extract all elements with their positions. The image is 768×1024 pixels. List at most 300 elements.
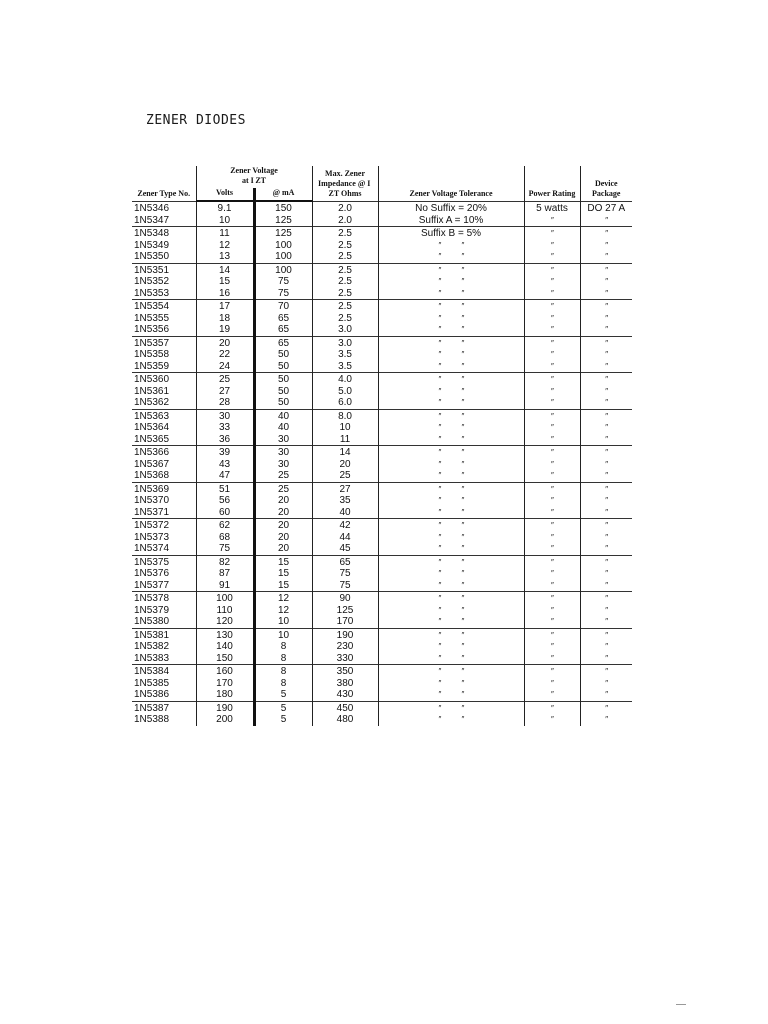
cell-device-package: ″ <box>580 519 632 532</box>
cell-tolerance: ″ ″ <box>378 678 524 690</box>
cell-impedance: 35 <box>312 495 378 507</box>
table-row <box>132 349 632 361</box>
table-row <box>132 482 632 495</box>
cell-impedance: 2.5 <box>312 251 378 263</box>
header-zener-voltage <box>196 166 312 188</box>
cell-power-rating: ″ <box>524 324 580 336</box>
cell-ma: 8 <box>280 677 287 689</box>
cell-type-no: 1N5371 <box>134 506 170 518</box>
cell-ma: 8 <box>280 652 287 664</box>
cell-volts: 36 <box>196 434 254 446</box>
cell-device-package: DO 27 A <box>580 201 632 215</box>
cell-impedance: 11 <box>312 434 378 446</box>
cell-impedance: 2.5 <box>312 263 378 276</box>
cell-ma: 65 <box>277 324 290 335</box>
cell-tolerance: ″ ″ <box>378 349 524 361</box>
cell-tolerance: ″ ″ <box>378 665 524 678</box>
cell-ma: 125 <box>275 214 292 226</box>
header-tolerance: Zener Voltage Tolerance <box>378 166 524 201</box>
cell-power-rating: ″ <box>524 386 580 398</box>
table-row <box>132 459 632 471</box>
cell-ma: 8 <box>280 641 287 652</box>
cell-type-no: 1N5377 <box>134 579 170 591</box>
cell-ma: 30 <box>254 446 312 459</box>
cell-type-no: 1N5350 <box>134 251 170 262</box>
cell-ma: 50 <box>277 385 290 397</box>
cell-ma: 8 <box>254 665 312 678</box>
cell-power-rating: ″ <box>524 605 580 617</box>
cell-impedance: 65 <box>312 555 378 568</box>
cell-device-package: ″ <box>580 714 632 726</box>
cell-device-package: ″ <box>580 434 632 446</box>
cell-impedance: 27 <box>312 482 378 495</box>
cell-tolerance: ″ ″ <box>378 251 524 263</box>
cell-impedance: 5.0 <box>312 386 378 398</box>
cell-device-package: ″ <box>580 689 632 701</box>
cell-tolerance: ″ ″ <box>378 714 524 726</box>
table-row <box>132 714 632 726</box>
cell-device-package: ″ <box>580 215 632 227</box>
cell-power-rating: ″ <box>524 276 580 288</box>
cell-device-package: ″ <box>580 300 632 313</box>
cell-tolerance: ″ ″ <box>378 689 524 701</box>
cell-impedance: 450 <box>312 701 378 714</box>
cell-type-no: 1N5358 <box>134 349 170 360</box>
cell-impedance: 330 <box>312 653 378 665</box>
cell-volts: 24 <box>196 361 254 373</box>
cell-tolerance: ″ ″ <box>378 397 524 409</box>
cell-ma: 50 <box>277 397 290 408</box>
table-row <box>132 386 632 398</box>
cell-power-rating: ″ <box>524 446 580 459</box>
cell-type-no: 1N5348 <box>132 227 196 240</box>
cell-tolerance: ″ ″ <box>378 276 524 288</box>
cell-impedance: 45 <box>312 543 378 555</box>
table-row <box>132 201 632 215</box>
cell-volts: 27 <box>196 386 254 398</box>
cell-tolerance: ″ ″ <box>378 373 524 386</box>
cell-type-no: 1N5376 <box>134 568 170 579</box>
table-row <box>132 580 632 592</box>
cell-type-no: 1N5379 <box>134 604 170 616</box>
cell-ma: 50 <box>254 373 312 386</box>
cell-device-package: ″ <box>580 482 632 495</box>
cell-tolerance: ″ ″ <box>378 288 524 300</box>
cell-type-no: 1N5366 <box>132 446 196 459</box>
cell-type-no: 1N5383 <box>134 652 170 664</box>
cell-ma: 10 <box>277 616 290 627</box>
cell-tolerance: ″ ″ <box>378 482 524 495</box>
cell-ma: 100 <box>275 251 292 262</box>
cell-volts: 20 <box>196 336 254 349</box>
cell-type-no: 1N5357 <box>132 336 196 349</box>
table-row <box>132 215 632 227</box>
cell-tolerance: ″ ″ <box>378 592 524 605</box>
cell-power-rating: ″ <box>524 459 580 471</box>
cell-power-rating: ″ <box>524 300 580 313</box>
cell-type-no: 1N5382 <box>134 641 170 652</box>
cell-impedance: 25 <box>312 470 378 482</box>
cell-power-rating: ″ <box>524 689 580 701</box>
header-ma: @ mA <box>254 188 312 201</box>
cell-type-no: 1N5386 <box>134 689 170 700</box>
cell-power-rating: ″ <box>524 532 580 544</box>
cell-device-package: ″ <box>580 678 632 690</box>
table-row <box>132 373 632 386</box>
cell-impedance: 2.5 <box>312 227 378 240</box>
cell-ma: 70 <box>254 300 312 313</box>
cell-type-no: 1N5346 <box>132 201 196 215</box>
cell-power-rating: ″ <box>524 555 580 568</box>
cell-ma: 12 <box>254 592 312 605</box>
cell-ma: 15 <box>277 568 290 579</box>
cell-ma: 20 <box>277 506 290 518</box>
table-row <box>132 313 632 325</box>
cell-tolerance: ″ ″ <box>378 263 524 276</box>
cell-power-rating: ″ <box>524 240 580 252</box>
cell-device-package: ″ <box>580 665 632 678</box>
cell-device-package: ″ <box>580 240 632 252</box>
cell-impedance: 20 <box>312 459 378 471</box>
cell-impedance: 190 <box>312 628 378 641</box>
cell-volts: 9.1 <box>196 201 254 215</box>
table-row <box>132 555 632 568</box>
cell-impedance: 2.0 <box>312 201 378 215</box>
cell-volts: 15 <box>196 276 254 288</box>
cell-device-package: ″ <box>580 373 632 386</box>
table-header <box>132 166 632 201</box>
header-zener-voltage-title: Zener Voltage <box>230 166 278 175</box>
cell-impedance: 75 <box>312 568 378 580</box>
cell-device-package: ″ <box>580 446 632 459</box>
cell-type-no: 1N5370 <box>134 495 170 506</box>
cell-device-package: ″ <box>580 543 632 555</box>
cell-impedance: 3.5 <box>312 349 378 361</box>
cell-type-no: 1N5385 <box>134 677 170 689</box>
cell-volts: 110 <box>196 605 254 617</box>
cell-device-package: ″ <box>580 227 632 240</box>
cell-power-rating: ″ <box>524 678 580 690</box>
cell-power-rating: 5 watts <box>524 201 580 215</box>
cell-power-rating: ″ <box>524 580 580 592</box>
cell-device-package: ″ <box>580 397 632 409</box>
cell-volts: 87 <box>196 568 254 580</box>
cell-ma: 20 <box>254 519 312 532</box>
cell-type-no: 1N5388 <box>134 714 170 725</box>
cell-tolerance: ″ ″ <box>378 240 524 252</box>
cell-impedance: 230 <box>312 641 378 653</box>
cell-impedance: 14 <box>312 446 378 459</box>
cell-volts: 12 <box>196 240 254 252</box>
cell-tolerance: ″ ″ <box>378 628 524 641</box>
table-row <box>132 263 632 276</box>
cell-type-no: 1N5354 <box>132 300 196 313</box>
cell-device-package: ″ <box>580 470 632 482</box>
table-row <box>132 288 632 300</box>
cell-tolerance: ″ ″ <box>378 616 524 628</box>
cell-impedance: 90 <box>312 592 378 605</box>
cell-tolerance: ″ ″ <box>378 519 524 532</box>
table-body <box>132 201 632 726</box>
cell-power-rating: ″ <box>524 434 580 446</box>
cell-volts: 56 <box>196 495 254 507</box>
header-volts: Volts <box>196 188 254 201</box>
cell-power-rating: ″ <box>524 313 580 325</box>
cell-volts: 22 <box>196 349 254 361</box>
cell-tolerance: ″ ″ <box>378 495 524 507</box>
cell-ma: 10 <box>254 628 312 641</box>
cell-ma: 30 <box>277 458 290 470</box>
cell-ma: 100 <box>254 263 312 276</box>
cell-impedance: 3.5 <box>312 361 378 373</box>
cell-device-package: ″ <box>580 409 632 422</box>
cell-impedance: 2.5 <box>312 288 378 300</box>
cell-power-rating: ″ <box>524 263 580 276</box>
cell-power-rating: ″ <box>524 470 580 482</box>
cell-device-package: ″ <box>580 653 632 665</box>
cell-tolerance: ″ ″ <box>378 580 524 592</box>
cell-volts: 180 <box>196 689 254 701</box>
cell-type-no: 1N5355 <box>134 312 170 324</box>
cell-power-rating: ″ <box>524 653 580 665</box>
cell-power-rating: ″ <box>524 641 580 653</box>
cell-volts: 47 <box>196 470 254 482</box>
cell-ma: 20 <box>277 531 290 543</box>
cell-device-package: ″ <box>580 605 632 617</box>
cell-device-package: ″ <box>580 422 632 434</box>
cell-power-rating: ″ <box>524 495 580 507</box>
table-row <box>132 689 632 701</box>
cell-ma: 15 <box>277 579 290 591</box>
cell-device-package: ″ <box>580 568 632 580</box>
cell-power-rating: ″ <box>524 543 580 555</box>
cell-type-no: 1N5356 <box>134 324 170 335</box>
cell-power-rating: ″ <box>524 251 580 263</box>
cell-type-no: 1N5364 <box>134 422 170 433</box>
cell-power-rating: ″ <box>524 349 580 361</box>
cell-device-package: ″ <box>580 336 632 349</box>
cell-ma: 75 <box>277 276 290 287</box>
cell-type-no: 1N5365 <box>134 433 170 445</box>
cell-power-rating: ″ <box>524 701 580 714</box>
cell-ma: 20 <box>277 543 290 554</box>
cell-impedance: 480 <box>312 714 378 726</box>
scan-mark <box>676 1004 686 1005</box>
cell-volts: 91 <box>196 580 254 592</box>
header-impedance: Max. Zener Impedance @ I ZT Ohms <box>312 166 378 201</box>
table-row <box>132 495 632 507</box>
table-row <box>132 605 632 617</box>
cell-ma: 12 <box>277 604 290 616</box>
cell-device-package: ″ <box>580 459 632 471</box>
cell-impedance: 380 <box>312 678 378 690</box>
cell-power-rating: ″ <box>524 227 580 240</box>
cell-power-rating: ″ <box>524 336 580 349</box>
cell-tolerance: ″ ″ <box>378 470 524 482</box>
cell-impedance: 2.0 <box>312 215 378 227</box>
cell-ma: 125 <box>254 227 312 240</box>
cell-tolerance: ″ ″ <box>378 422 524 434</box>
cell-power-rating: ″ <box>524 519 580 532</box>
cell-impedance: 2.5 <box>312 300 378 313</box>
cell-volts: 39 <box>196 446 254 459</box>
cell-ma: 30 <box>277 433 290 445</box>
cell-power-rating: ″ <box>524 373 580 386</box>
cell-tolerance: ″ ″ <box>378 605 524 617</box>
cell-ma: 150 <box>254 201 312 215</box>
cell-device-package: ″ <box>580 641 632 653</box>
cell-volts: 82 <box>196 555 254 568</box>
cell-impedance: 3.0 <box>312 336 378 349</box>
cell-ma: 5 <box>254 701 312 714</box>
cell-device-package: ″ <box>580 349 632 361</box>
cell-impedance: 350 <box>312 665 378 678</box>
cell-tolerance: Suffix A = 10% <box>378 215 524 227</box>
cell-impedance: 170 <box>312 616 378 628</box>
cell-volts: 51 <box>196 482 254 495</box>
cell-type-no: 1N5353 <box>134 287 170 299</box>
cell-impedance: 2.5 <box>312 313 378 325</box>
cell-tolerance: ″ ″ <box>378 446 524 459</box>
cell-impedance: 8.0 <box>312 409 378 422</box>
cell-volts: 43 <box>196 459 254 471</box>
cell-type-no: 1N5372 <box>132 519 196 532</box>
cell-tolerance: ″ ″ <box>378 507 524 519</box>
cell-tolerance: ″ ″ <box>378 300 524 313</box>
cell-type-no: 1N5361 <box>134 385 170 397</box>
cell-volts: 150 <box>196 653 254 665</box>
cell-device-package: ″ <box>580 324 632 336</box>
cell-type-no: 1N5363 <box>132 409 196 422</box>
cell-device-package: ″ <box>580 616 632 628</box>
cell-impedance: 4.0 <box>312 373 378 386</box>
cell-ma: 40 <box>254 409 312 422</box>
table-row <box>132 276 632 288</box>
cell-tolerance: ″ ″ <box>378 555 524 568</box>
cell-volts: 100 <box>196 592 254 605</box>
cell-tolerance: ″ ″ <box>378 543 524 555</box>
header-type-no: Zener Type No. <box>137 188 191 198</box>
cell-impedance: 2.5 <box>312 240 378 252</box>
cell-volts: 13 <box>196 251 254 263</box>
cell-ma: 15 <box>254 555 312 568</box>
cell-ma: 65 <box>277 312 290 324</box>
cell-type-no: 1N5380 <box>134 616 170 627</box>
cell-power-rating: ″ <box>524 616 580 628</box>
cell-device-package: ″ <box>580 495 632 507</box>
cell-volts: 75 <box>196 543 254 555</box>
cell-device-package: ″ <box>580 532 632 544</box>
table-row <box>132 361 632 373</box>
cell-volts: 170 <box>196 678 254 690</box>
cell-device-package: ″ <box>580 580 632 592</box>
table-row <box>132 470 632 482</box>
cell-ma: 5 <box>280 714 287 725</box>
cell-volts: 62 <box>196 519 254 532</box>
cell-volts: 25 <box>196 373 254 386</box>
cell-ma: 100 <box>275 239 292 251</box>
cell-volts: 33 <box>196 422 254 434</box>
cell-volts: 130 <box>196 628 254 641</box>
cell-type-no: 1N5375 <box>132 555 196 568</box>
table-row <box>132 409 632 422</box>
cell-ma: 20 <box>277 495 290 506</box>
table-row <box>132 532 632 544</box>
cell-type-no: 1N5347 <box>134 214 170 226</box>
cell-ma: 5 <box>280 689 287 700</box>
table-row <box>132 616 632 628</box>
header-device-package: Device Package <box>580 166 632 201</box>
cell-device-package: ″ <box>580 361 632 373</box>
cell-volts: 120 <box>196 616 254 628</box>
table-row <box>132 507 632 519</box>
cell-impedance: 2.5 <box>312 276 378 288</box>
cell-tolerance: ″ ″ <box>378 532 524 544</box>
cell-power-rating: ″ <box>524 568 580 580</box>
cell-impedance: 40 <box>312 507 378 519</box>
cell-volts: 11 <box>196 227 254 240</box>
cell-type-no: 1N5362 <box>134 397 170 408</box>
table-row <box>132 701 632 714</box>
cell-type-no: 1N5349 <box>134 239 170 251</box>
cell-power-rating: ″ <box>524 628 580 641</box>
cell-tolerance: Suffix B = 5% <box>378 227 524 240</box>
cell-ma: 50 <box>277 349 290 360</box>
cell-impedance: 3.0 <box>312 324 378 336</box>
cell-tolerance: ″ ″ <box>378 336 524 349</box>
cell-power-rating: ″ <box>524 665 580 678</box>
cell-type-no: 1N5367 <box>134 458 170 470</box>
table-row <box>132 422 632 434</box>
cell-volts: 19 <box>196 324 254 336</box>
cell-type-no: 1N5387 <box>132 701 196 714</box>
table-row <box>132 653 632 665</box>
cell-device-package: ″ <box>580 507 632 519</box>
cell-ma: 25 <box>277 470 290 481</box>
table-row <box>132 336 632 349</box>
cell-tolerance: ″ ″ <box>378 434 524 446</box>
table-row <box>132 324 632 336</box>
cell-device-package: ″ <box>580 313 632 325</box>
cell-ma: 25 <box>254 482 312 495</box>
cell-volts: 68 <box>196 532 254 544</box>
cell-volts: 190 <box>196 701 254 714</box>
cell-device-package: ″ <box>580 628 632 641</box>
cell-power-rating: ″ <box>524 714 580 726</box>
cell-volts: 30 <box>196 409 254 422</box>
cell-volts: 16 <box>196 288 254 300</box>
cell-device-package: ″ <box>580 251 632 263</box>
cell-ma: 65 <box>254 336 312 349</box>
cell-power-rating: ″ <box>524 422 580 434</box>
cell-tolerance: ″ ″ <box>378 409 524 422</box>
cell-device-package: ″ <box>580 701 632 714</box>
cell-impedance: 430 <box>312 689 378 701</box>
cell-ma: 75 <box>277 287 290 299</box>
cell-volts: 17 <box>196 300 254 313</box>
cell-ma: 50 <box>277 360 290 372</box>
zener-diode-table <box>132 166 632 726</box>
cell-volts: 14 <box>196 263 254 276</box>
cell-type-no: 1N5352 <box>134 276 170 287</box>
cell-impedance: 44 <box>312 532 378 544</box>
cell-type-no: 1N5369 <box>132 482 196 495</box>
cell-type-no: 1N5360 <box>132 373 196 386</box>
cell-power-rating: ″ <box>524 397 580 409</box>
cell-impedance: 125 <box>312 605 378 617</box>
cell-impedance: 75 <box>312 580 378 592</box>
cell-type-no: 1N5381 <box>132 628 196 641</box>
